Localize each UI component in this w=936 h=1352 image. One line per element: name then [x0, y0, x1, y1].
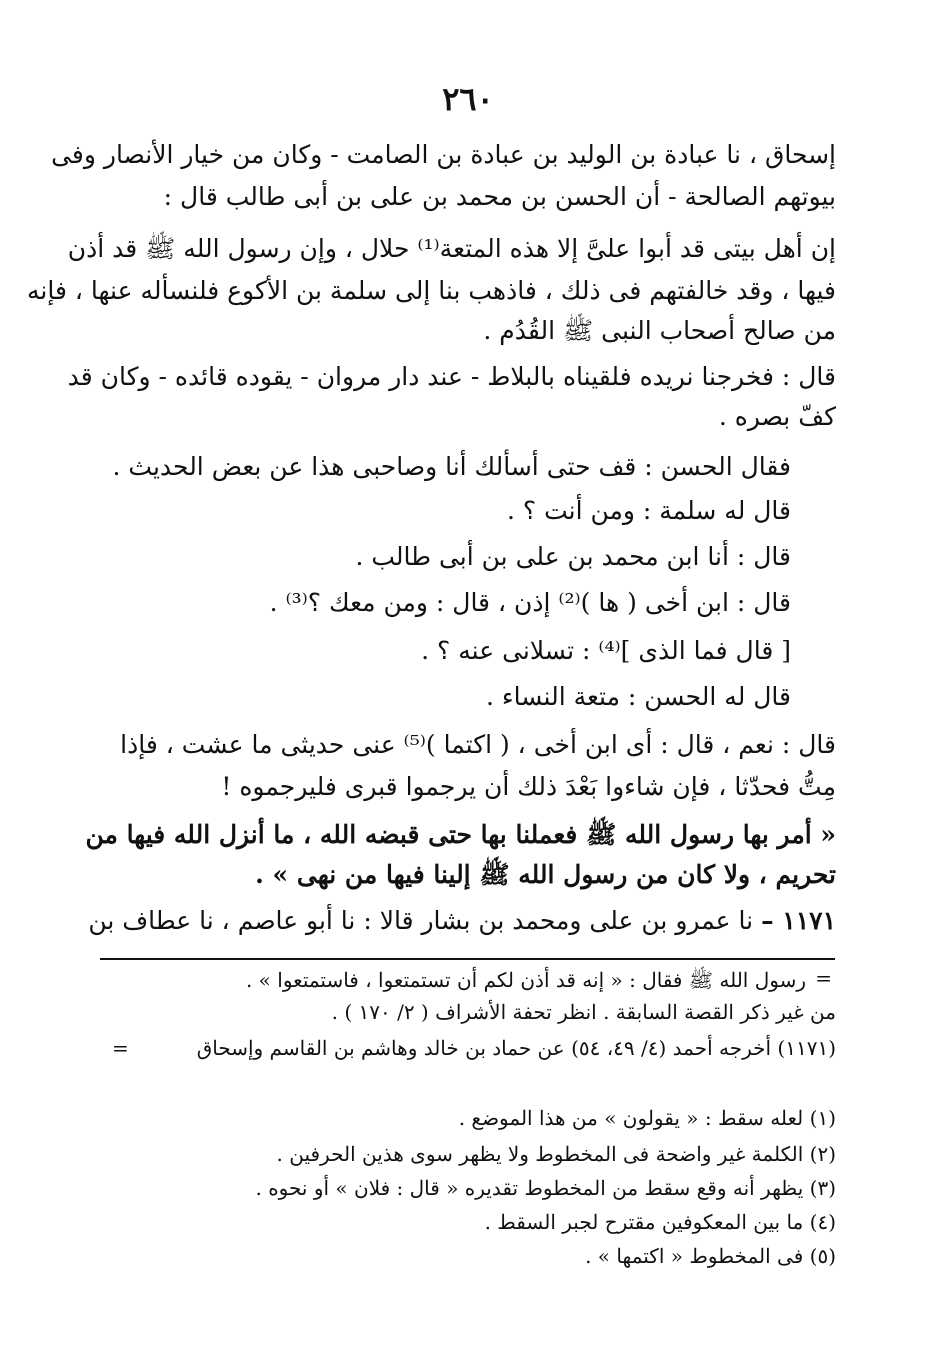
note-line: (١١٧١) أخرجه أحمد (٤/ ٤٩، ٥٤) عن حماد بن خالد وهاشم بن القاسم وإسحاق [196, 1036, 836, 1060]
hadith-text-line: « أمر بها رسول الله ﷺ فعملنا بها حتى قبضه الله ، ما أنزل الله فيها من [85, 820, 836, 849]
note-line: رسول الله ﷺ فقال : « إنه قد أذن لكم أن تستمتعوا ، فاستمتعوا » . [245, 968, 806, 992]
text-line: فقال الحسن : قف حتى أسألك أنا وصاحبى هذا عن بعض الحديث . [112, 452, 791, 481]
note-line: من غير ذكر القصة السابقة . انظر تحفة الأشراف ( ٢/ ١٧٠ ) . [331, 1000, 836, 1024]
text-line: إن أهل بيتى قد أبوا علىَّ إلا هذه المتعة⁽¹⁾ حلال ، وإن رسول الله ﷺ قد أذن [67, 234, 836, 263]
footnote-divider [100, 958, 835, 960]
continuation-mark: = [815, 966, 832, 990]
footnote-2: (٢) الكلمة غير واضحة فى المخطوط ولا يظهر سوى هذين الحرفين . [276, 1142, 836, 1166]
text-line: قال : نعم ، قال : أى ابن أخى ، ( اكتما )⁽⁵⁾ عنى حديثى ما عشت ، فإذا [120, 730, 836, 759]
text-line: فيها ، وقد خالفتهم فى ذلك ، فاذهب بنا إلى سلمة بن الأكوع فلنسأله عنها ، فإنه [27, 276, 836, 305]
hadith-number: ١١٧١ – [761, 906, 836, 935]
continuation-mark: = [112, 1036, 129, 1060]
footnote-4: (٤) ما بين المعكوفين مقترح لجبر السقط . [484, 1210, 836, 1234]
text-line: مِتُّ فحدّثا ، فإن شاءوا بَعْدَ ذلك أن يرجموا قبرى فليرجموه ! [221, 772, 836, 801]
text-line: كفّ بصره . [718, 402, 836, 431]
footnote-5: (٥) فى المخطوط « اكتمها » . [585, 1244, 836, 1268]
text-line: [ قال فما الذى ]⁽⁴⁾ : تسلانى عنه ؟ . [421, 636, 791, 665]
text-line: قال له الحسن : متعة النساء . [485, 682, 791, 711]
hadith-chain: نا عمرو بن على ومحمد بن بشار قالا : نا أبو عاصم ، نا عطاف بن [88, 906, 754, 935]
text-line: قال : أنا ابن محمد بن على بن أبى طالب . [355, 542, 791, 571]
text-line: إسحاق ، نا عبادة بن الوليد بن عبادة بن الصامت - وكان من خيار الأنصار وفى [51, 140, 836, 169]
page-number: ٢٦٠ [442, 80, 494, 118]
hadith-1171-line [88, 904, 836, 938]
text-line: من صالح أصحاب النبى ﷺ القُدُم . [483, 316, 836, 345]
footnote-1: (١) لعله سقط : « يقولون » من هذا الموضع . [458, 1106, 836, 1130]
text-line: قال : ابن أخى ( ها )⁽²⁾ إذن ، قال : ومن معك ؟⁽³⁾ . [269, 588, 791, 617]
footnote-3: (٣) يظهر أنه وقع سقط من المخطوط تقديره « قال : فلان » أو نحوه . [255, 1176, 836, 1200]
hadith-text-line: تحريم ، ولا كان من رسول الله ﷺ إلينا فيها من نهى » . [255, 860, 836, 889]
text-line: قال له سلمة : ومن أنت ؟ . [506, 496, 791, 525]
text-line: بيوتهم الصالحة - أن الحسن بن محمد بن على بن أبى طالب قال : [163, 182, 836, 211]
text-line: قال : فخرجنا نريده فلقيناه بالبلاط - عند دار مروان - يقوده قائده - وكان قد [67, 362, 836, 391]
